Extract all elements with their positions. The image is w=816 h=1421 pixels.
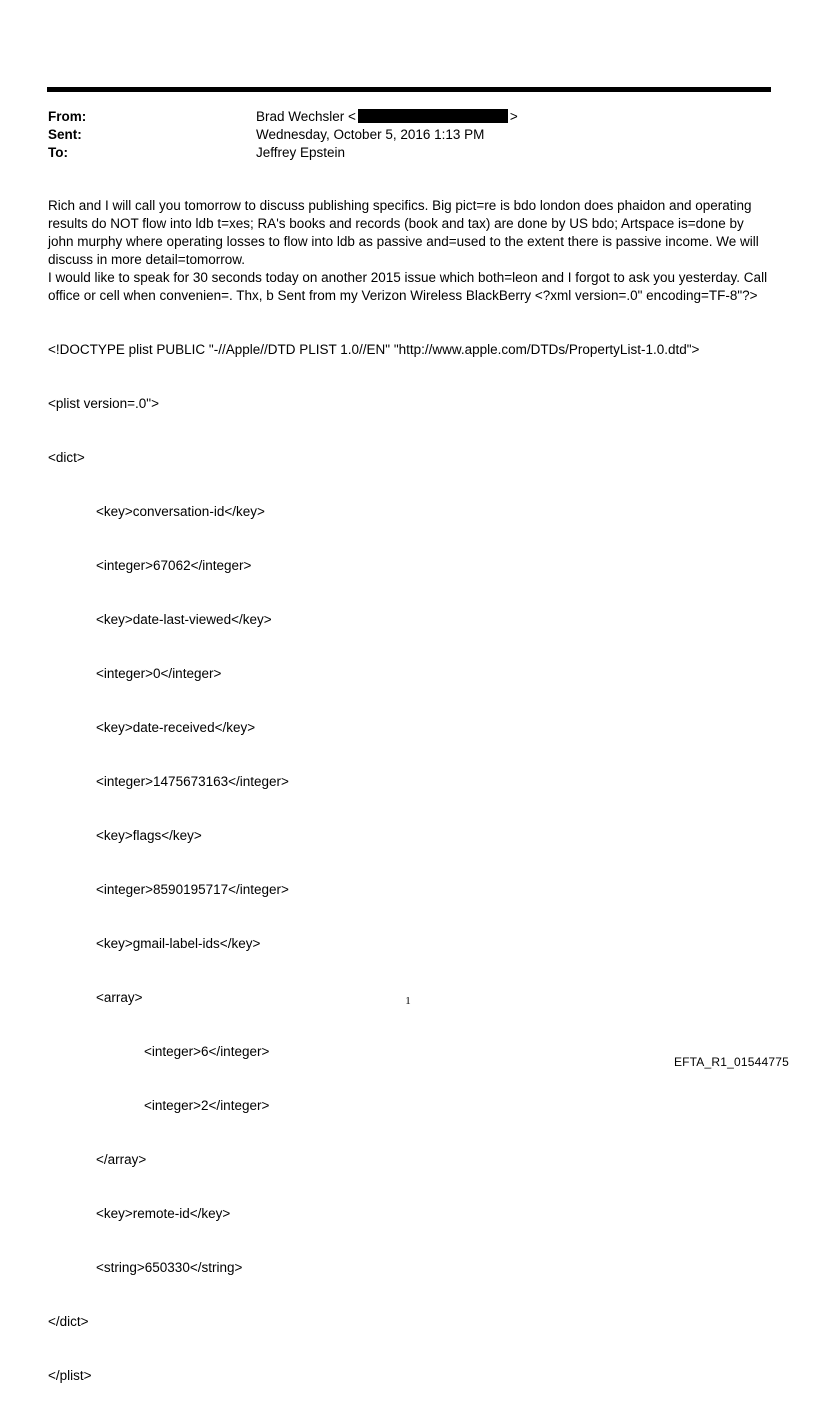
plist-close-line: </plist> — [48, 1368, 92, 1383]
from-value — [256, 108, 518, 126]
sent-label: Sent: — [48, 127, 82, 142]
header-rule — [47, 87, 771, 92]
plist-entry: <key>gmail-label-ids</key> — [96, 936, 261, 951]
plist-entry: <string>650330</string> — [96, 1260, 243, 1275]
sent-value: Wednesday, October 5, 2016 1:13 PM — [256, 127, 485, 142]
plist-entry: <integer>0</integer> — [96, 666, 222, 681]
from-label: From: — [48, 109, 87, 124]
plist-entry: <key>flags</key> — [96, 828, 202, 843]
plist-entry: <integer>8590195717</integer> — [96, 882, 289, 897]
plist-entry: <integer>67062</integer> — [96, 558, 252, 573]
plist-entry: <integer>6</integer> — [144, 1044, 270, 1059]
sent-row — [48, 126, 768, 144]
plist-open-line: <plist version=.0"> — [48, 396, 159, 411]
plist-entry: <integer>2</integer> — [144, 1098, 270, 1113]
plist-entry: <key>conversation-id</key> — [96, 504, 265, 519]
doctype-line: <!DOCTYPE plist PUBLIC "-//Apple//DTD PLIST 1.0//EN" "http://www.apple.com/DTDs/PropertyList-1.0.dtd"> — [48, 342, 700, 357]
to-row — [48, 144, 768, 162]
email-header — [48, 108, 768, 162]
to-value: Jeffrey Epstein — [256, 145, 346, 160]
from-close: > — [509, 109, 518, 124]
dict-close-line: </dict> — [48, 1314, 89, 1329]
plist-entry: <integer>1475673163</integer> — [96, 774, 289, 789]
email-body — [48, 197, 772, 1421]
plist-block — [48, 305, 772, 1421]
redaction-block — [358, 109, 508, 123]
dict-open-line: <dict> — [48, 450, 85, 465]
from-row — [48, 108, 768, 126]
from-name: Brad Wechsler < — [256, 109, 356, 124]
plist-entry: <key>date-last-viewed</key> — [96, 612, 272, 627]
body-paragraph: I would like to speak for 30 seconds today on another 2015 issue which both=leon and I forgot to ask you yesterday. Call office or cell when convenien=. Thx, b Sent from my Verizon Wireless BlackBerry <?xml version=.0" encoding=TF-8"?> — [48, 270, 768, 303]
plist-entry: <array> — [96, 990, 143, 1005]
document-id: EFTA_R1_01544775 — [673, 1055, 789, 1069]
plist-entry: <key>remote-id</key> — [96, 1206, 231, 1221]
plist-entry: <key>date-received</key> — [96, 720, 256, 735]
plist-entry: </array> — [96, 1152, 147, 1167]
to-label: To: — [48, 145, 68, 160]
body-paragraph: Rich and I will call you tomorrow to discuss publishing specifics. Big pict=re is bdo london does phaidon and operating results do NOT flow into ldb t=xes; RA's books and records (book and tax) are done by US bdo; Artspace is=done by john murphy where operating losses to flow into ldb as passive and=used to the extent there is passive income. We will discuss in more detail=tomorrow. — [48, 198, 759, 267]
page-number: 1 — [405, 995, 411, 1007]
